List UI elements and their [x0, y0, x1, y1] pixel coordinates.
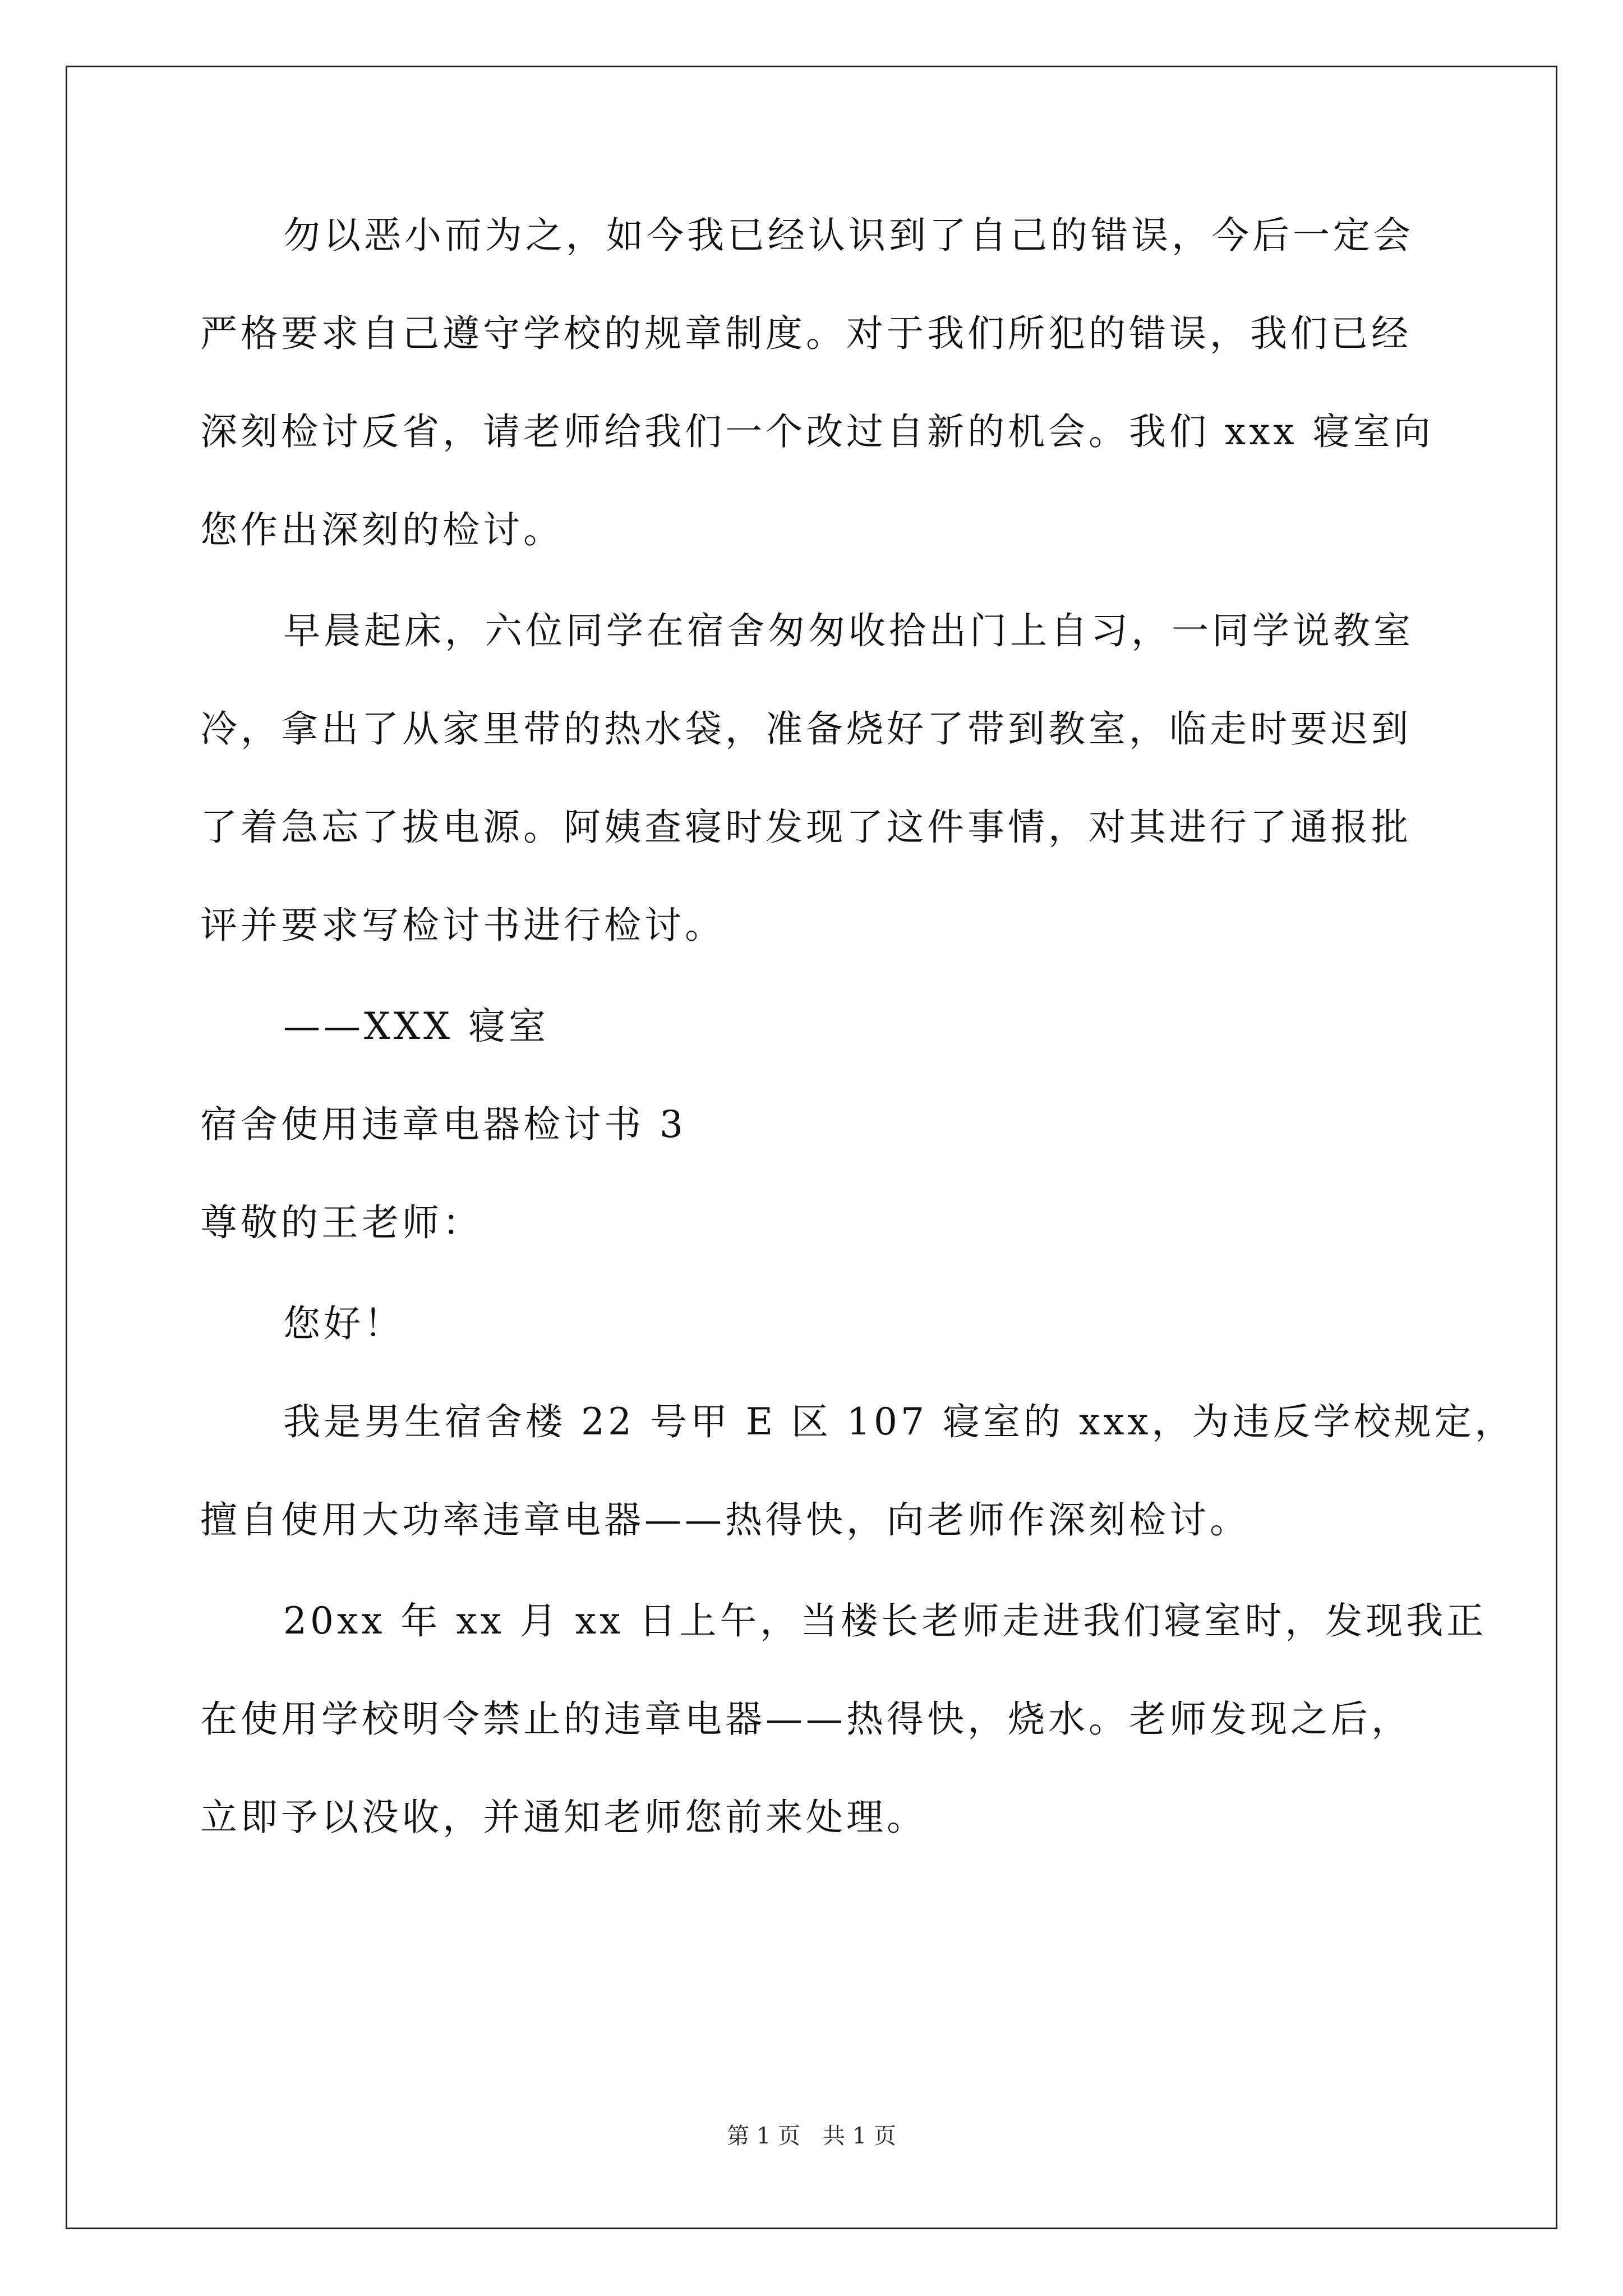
salutation: 尊敬的王老师： [200, 1201, 483, 1244]
text-line-17: 立即予以没收，并通知老师您前来处理。 [200, 1796, 927, 1839]
text-line-2: 严格要求自己遵守学校的规章制度。对于我们所犯的错误，我们已经 [200, 312, 1412, 355]
text-line-3: 深刻检讨反省，请老师给我们一个改过自新的机会。我们 xxx 寝室向 [200, 410, 1434, 453]
text-line-13: 我是男生宿舍楼 22 号甲 E 区 107 寝室的 xxx，为违反学校规定， [283, 1400, 1515, 1443]
page-border [66, 66, 1557, 2229]
signature-line: ——XXX 寝室 [283, 1005, 549, 1048]
page-footer: 第 1 页 共 1 页 [727, 2123, 896, 2149]
text-line-8: 评并要求写检讨书进行检讨。 [200, 904, 725, 947]
section-title: 宿舍使用违章电器检讨书 3 [200, 1103, 686, 1146]
text-line-1: 勿以恶小而为之，如今我已经认识到了自己的错误，今后一定会 [283, 214, 1414, 257]
text-line-14: 擅自使用大功率违章电器——热得快，向老师作深刻检讨。 [200, 1498, 1250, 1542]
text-line-16: 在使用学校明令禁止的违章电器——热得快，烧水。老师发现之后， [200, 1697, 1412, 1741]
text-line-5: 早晨起床，六位同学在宿舍匆匆收拾出门上自习，一同学说教室 [283, 609, 1414, 652]
greeting: 您好！ [283, 1302, 404, 1345]
text-line-4: 您作出深刻的检讨。 [200, 508, 564, 551]
text-line-6: 冷，拿出了从家里带的热水袋，准备烧好了带到教室，临走时要迟到 [200, 707, 1412, 751]
text-line-15: 20xx 年 xx 月 xx 日上午，当楼长老师走进我们寝室时，发现我正 [283, 1599, 1487, 1642]
text-line-7: 了着急忘了拔电源。阿姨查寝时发现了这件事情，对其进行了通报批 [200, 806, 1412, 849]
